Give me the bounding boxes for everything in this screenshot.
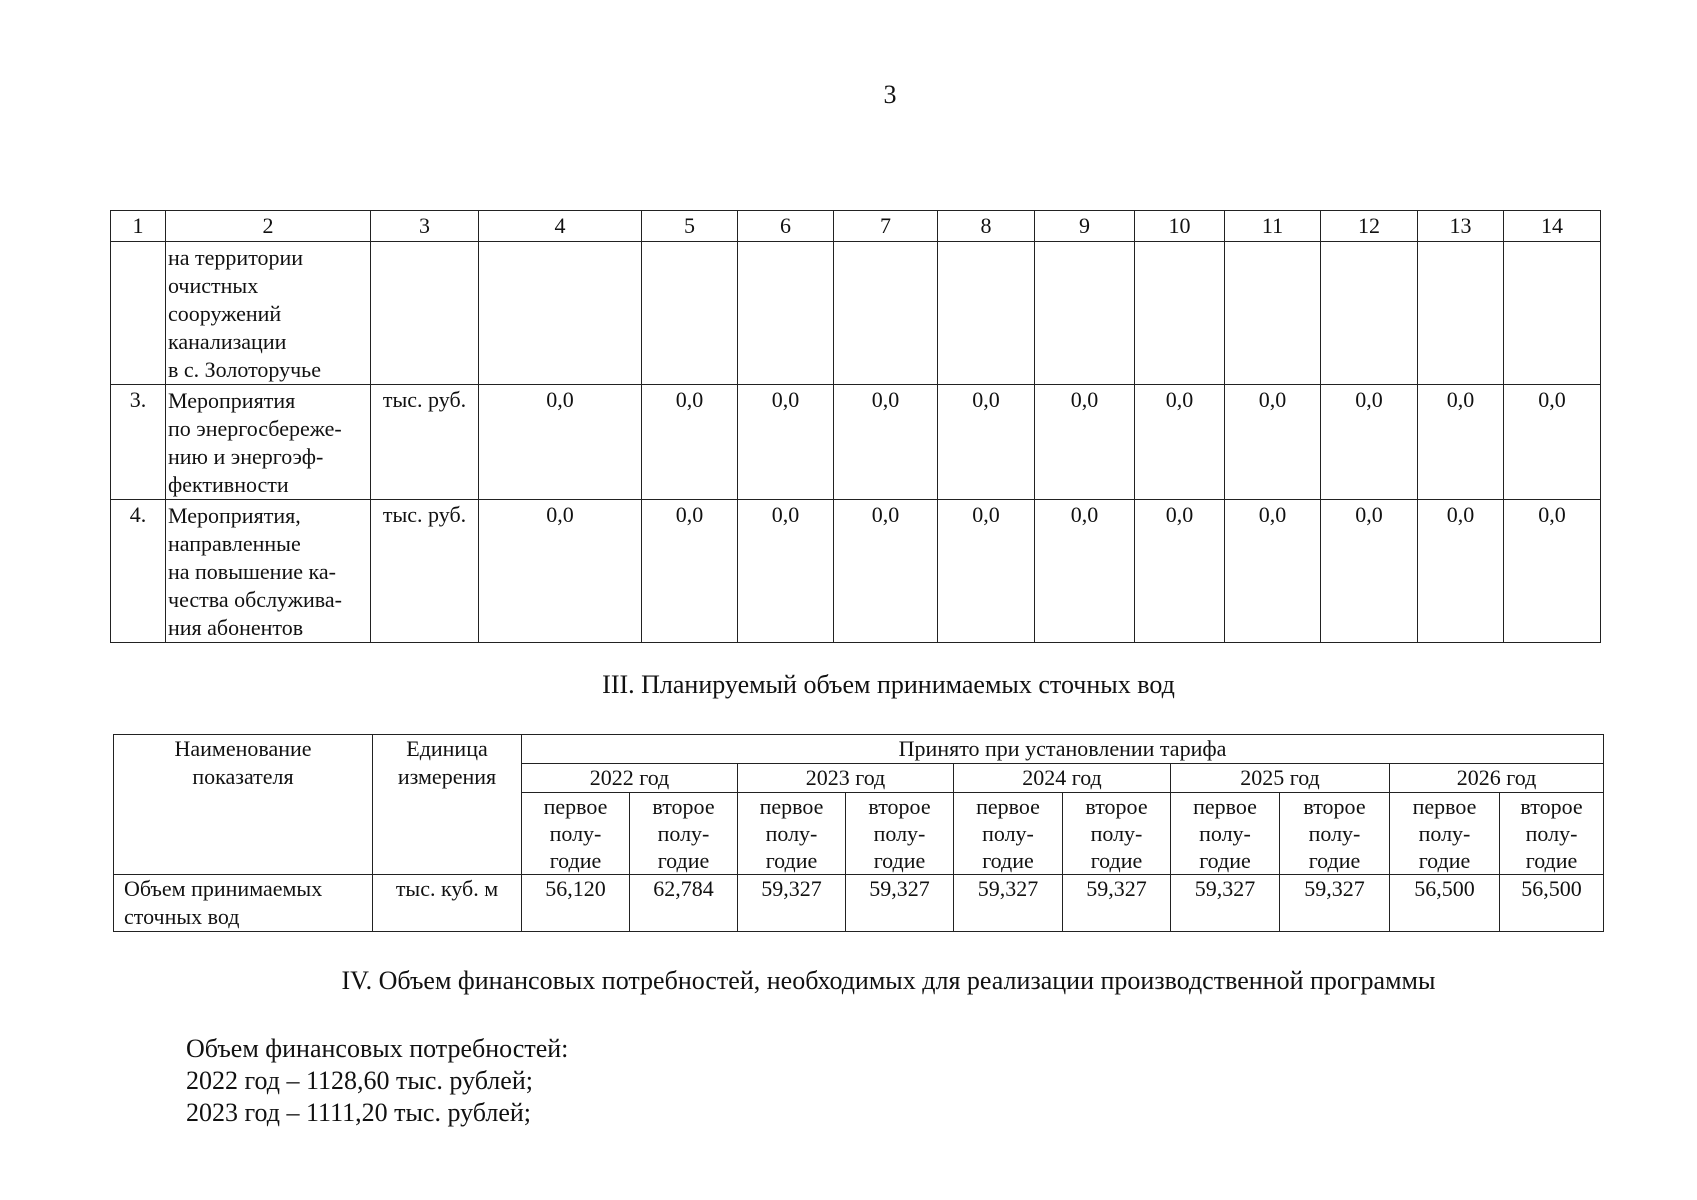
value-cell: 0,0 <box>1135 385 1225 500</box>
measure-name <box>166 242 371 385</box>
table-row <box>111 500 1601 643</box>
header-line: годие <box>1308 848 1361 873</box>
header-line: показателя <box>192 764 294 789</box>
header-line: годие <box>1090 848 1143 873</box>
page-number: 3 <box>883 80 897 109</box>
column-number: 5 <box>642 211 738 242</box>
financial-intro: Объем финансовых потребностей: <box>186 1034 569 1063</box>
unit-cell: тыс. куб. м <box>373 875 522 932</box>
unit-cell <box>371 242 479 385</box>
value-cell: 0,0 <box>1418 500 1504 643</box>
measure-name-line: чества обслужива- <box>168 587 342 612</box>
header-line: годие <box>1525 848 1578 873</box>
header-line: первое <box>1412 794 1477 819</box>
value-cell: 0,0 <box>834 385 938 500</box>
header-line: Наименование <box>174 736 312 761</box>
header-line: первое <box>1193 794 1257 819</box>
unit-header <box>373 735 522 875</box>
value-cell <box>1035 242 1135 385</box>
value-cell: 0,0 <box>479 500 642 643</box>
second-half-header <box>630 793 738 875</box>
measure-name-line: нию и энергоэф- <box>168 444 324 469</box>
column-number: 2 <box>166 211 371 242</box>
column-number: 6 <box>738 211 834 242</box>
value-cell: 0,0 <box>1225 385 1321 500</box>
value-cell <box>1418 242 1504 385</box>
column-number: 9 <box>1035 211 1135 242</box>
column-number: 7 <box>834 211 938 242</box>
value-cell: 0,0 <box>1225 500 1321 643</box>
column-number: 10 <box>1135 211 1225 242</box>
second-half-header <box>1500 793 1604 875</box>
indicator-name-header <box>114 735 373 875</box>
measure-name-line: очистных <box>168 273 259 298</box>
header-line: полу- <box>1418 821 1471 846</box>
value-cell: 56,500 <box>1500 875 1604 932</box>
column-number: 14 <box>1504 211 1601 242</box>
value-cell: 59,327 <box>954 875 1063 932</box>
value-cell: 0,0 <box>738 385 834 500</box>
value-cell <box>642 242 738 385</box>
header-line: полу- <box>765 821 818 846</box>
first-half-header <box>522 793 630 875</box>
financial-needs-block <box>186 1033 568 1129</box>
header-line: первое <box>543 794 608 819</box>
value-cell: 59,327 <box>1280 875 1390 932</box>
indicator-name <box>114 875 373 932</box>
header-line: второе <box>652 794 715 819</box>
year-header: 2025 год <box>1171 764 1390 793</box>
column-number-row <box>111 211 1601 242</box>
header-line: полу- <box>657 821 710 846</box>
header-line: второе <box>1303 794 1366 819</box>
value-cell <box>1135 242 1225 385</box>
measure-name-line: по энергосбереже- <box>168 416 342 441</box>
first-half-header <box>954 793 1063 875</box>
value-cell <box>1225 242 1321 385</box>
unit-cell: тыс. руб. <box>371 385 479 500</box>
header-line: полу- <box>549 821 602 846</box>
row-number <box>111 242 166 385</box>
measure-name <box>166 500 371 643</box>
table-row <box>114 875 1604 932</box>
value-cell <box>479 242 642 385</box>
year-header: 2023 год <box>738 764 954 793</box>
financial-line: 2023 год – 1111,20 тыс. рублей; <box>186 1098 532 1127</box>
value-cell: 0,0 <box>1504 500 1601 643</box>
header-line: измерения <box>397 764 497 789</box>
measure-name-line: ния абонентов <box>168 615 304 640</box>
value-cell: 0,0 <box>1321 500 1418 643</box>
column-number: 13 <box>1418 211 1504 242</box>
first-half-header <box>1171 793 1280 875</box>
value-cell: 0,0 <box>834 500 938 643</box>
header-line: второе <box>868 794 931 819</box>
value-cell: 59,327 <box>1171 875 1280 932</box>
unit-cell: тыс. руб. <box>371 500 479 643</box>
table-row <box>111 385 1601 500</box>
column-number: 3 <box>371 211 479 242</box>
value-cell: 0,0 <box>1418 385 1504 500</box>
measure-name-line: Мероприятия, <box>168 503 301 528</box>
year-header: 2022 год <box>522 764 738 793</box>
measure-name-line: в с. Золоторучье <box>168 357 321 382</box>
value-cell: 56,120 <box>522 875 630 932</box>
value-cell: 0,0 <box>1135 500 1225 643</box>
header-line: годие <box>657 848 710 873</box>
column-number: 4 <box>479 211 642 242</box>
value-cell <box>738 242 834 385</box>
value-cell: 0,0 <box>642 385 738 500</box>
column-number: 12 <box>1321 211 1418 242</box>
header-line: полу- <box>982 821 1034 846</box>
value-cell: 59,327 <box>738 875 846 932</box>
financial-line: 2022 год – 1128,60 тыс. рублей; <box>186 1066 533 1095</box>
value-cell: 0,0 <box>738 500 834 643</box>
measure-name-line: фективности <box>168 472 289 497</box>
first-half-header <box>1390 793 1500 875</box>
header-line: второе <box>1085 794 1148 819</box>
header-line: первое <box>759 794 824 819</box>
header-line: годие <box>1418 848 1471 873</box>
header-line: Единица <box>406 736 488 761</box>
value-cell <box>1504 242 1601 385</box>
value-cell <box>938 242 1035 385</box>
value-cell: 0,0 <box>938 385 1035 500</box>
section-3-title: III. Планируемый объем принимаемых сточных вод <box>602 670 1175 699</box>
value-cell: 56,500 <box>1390 875 1500 932</box>
header-line: годие <box>1199 848 1251 873</box>
measure-name-line: на территории <box>168 245 304 270</box>
table-row <box>111 242 1601 385</box>
year-header: 2024 год <box>954 764 1171 793</box>
header-line: годие <box>765 848 818 873</box>
column-number: 1 <box>111 211 166 242</box>
value-cell <box>1321 242 1418 385</box>
indicator-name-line: сточных вод <box>124 904 240 929</box>
row-number: 4. <box>111 500 166 643</box>
second-half-header <box>1280 793 1390 875</box>
header-line: полу- <box>1308 821 1361 846</box>
header-line: второе <box>1520 794 1583 819</box>
measure-name-line: сооружений <box>168 301 282 326</box>
value-cell: 62,784 <box>630 875 738 932</box>
value-cell: 0,0 <box>1035 500 1135 643</box>
header-line: полу- <box>1525 821 1578 846</box>
value-cell: 0,0 <box>1504 385 1601 500</box>
header-line: полу- <box>1199 821 1251 846</box>
wastewater-volume-table <box>113 734 1604 932</box>
section-4-title: IV. Объем финансовых потребностей, необходимых для реализации производственной программы <box>341 966 1436 995</box>
year-header: 2026 год <box>1390 764 1604 793</box>
measure-name-line: Мероприятия <box>168 388 296 413</box>
tariff-group-header: Принято при установлении тарифа <box>522 735 1604 764</box>
measure-name <box>166 385 371 500</box>
header-line: первое <box>976 794 1040 819</box>
measures-table <box>110 210 1601 643</box>
column-number: 11 <box>1225 211 1321 242</box>
value-cell: 0,0 <box>938 500 1035 643</box>
measure-name-line: направленные <box>168 531 301 556</box>
second-half-header <box>1063 793 1171 875</box>
value-cell: 0,0 <box>1321 385 1418 500</box>
header-line: годие <box>873 848 926 873</box>
row-number: 3. <box>111 385 166 500</box>
second-half-header <box>846 793 954 875</box>
column-number: 8 <box>938 211 1035 242</box>
value-cell: 59,327 <box>1063 875 1171 932</box>
measure-name-line: канализации <box>168 329 287 354</box>
value-cell: 0,0 <box>479 385 642 500</box>
measure-name-line: на повышение ка- <box>168 559 336 584</box>
value-cell: 0,0 <box>1035 385 1135 500</box>
value-cell: 0,0 <box>642 500 738 643</box>
value-cell <box>834 242 938 385</box>
header-line: полу- <box>873 821 926 846</box>
value-cell: 59,327 <box>846 875 954 932</box>
indicator-name-line: Объем принимаемых <box>124 876 323 901</box>
header-line: полу- <box>1090 821 1143 846</box>
first-half-header <box>738 793 846 875</box>
group-header-row <box>114 735 1604 764</box>
header-line: годие <box>982 848 1034 873</box>
header-line: годие <box>549 848 602 873</box>
